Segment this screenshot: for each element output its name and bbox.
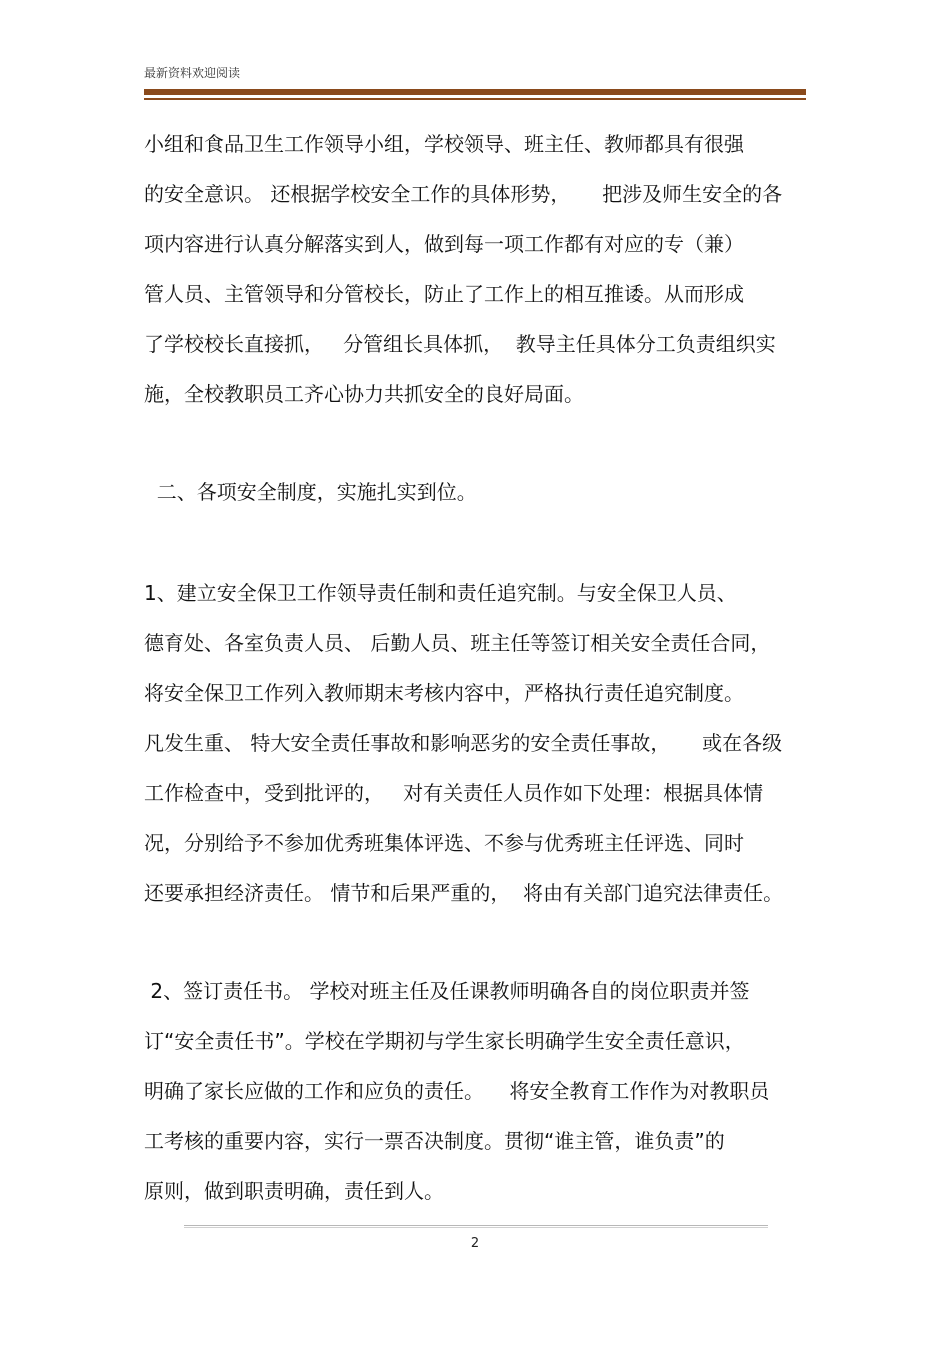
body-line: 原则，做到职责明确，责任到人。 <box>144 1179 444 1203</box>
body-line: 德育处、各室负责人员、 后勤人员、班主任等签订相关安全责任合同， <box>144 631 771 655</box>
body-line: 工考核的重要内容，实行一票否决制度。贯彻“谁主管，谁负责”的 <box>144 1129 725 1153</box>
footer-rule <box>184 1225 768 1228</box>
body-line: 况，分别给予不参加优秀班集体评选、不参与优秀班主任评选、同时 <box>144 831 744 855</box>
header-label: 最新资料欢迎阅读 <box>144 66 241 80</box>
body-line: 明确了家长应做的工作和应负的责任。 将安全教育工作作为对教职员 <box>144 1079 770 1103</box>
body-line: 2、签订责任书。 学校对班主任及任课教师明确各自的岗位职责并签 <box>144 979 750 1003</box>
body-line: 订“安全责任书”。学校在学期初与学生家长明确学生安全责任意识， <box>144 1029 745 1053</box>
body-line: 还要承担经济责任。 情节和后果严重的， 将由有关部门追究法律责任。 <box>144 881 784 905</box>
header-rule-thin <box>144 98 806 100</box>
body-line: 管人员、主管领导和分管校长，防止了工作上的相互推诿。从而形成 <box>144 282 744 306</box>
body-line: 将安全保卫工作列入教师期末考核内容中，严格执行责任追究制度。 <box>144 681 744 705</box>
body-line: 了学校校长直接抓， 分管组长具体抓， 教导主任具体分工负责组织实 <box>144 332 776 356</box>
section-heading: 二、各项安全制度，实施扎实到位。 <box>144 480 477 504</box>
body-line: 1、建立安全保卫工作领导责任制和责任追究制。与安全保卫人员、 <box>144 581 737 605</box>
header-rule <box>144 89 806 102</box>
body-line: 小组和食品卫生工作领导小组，学校领导、班主任、教师都具有很强 <box>144 132 744 156</box>
body-line: 项内容进行认真分解落实到人，做到每一项工作都有对应的专（兼） <box>144 232 744 256</box>
body-line: 施，全校教职员工齐心协力共抓安全的良好局面。 <box>144 382 584 406</box>
body-line: 凡发生重、 特大安全责任事故和影响恶劣的安全责任事故， 或在各级 <box>144 731 783 755</box>
body-line: 的安全意识。 还根据学校安全工作的具体形势， 把涉及师生安全的各 <box>144 182 783 206</box>
header-rule-thick <box>144 89 806 95</box>
page-number: 2 <box>470 1236 480 1251</box>
body-line: 工作检查中，受到批评的， 对有关责任人员作如下处理：根据具体情 <box>144 781 764 805</box>
